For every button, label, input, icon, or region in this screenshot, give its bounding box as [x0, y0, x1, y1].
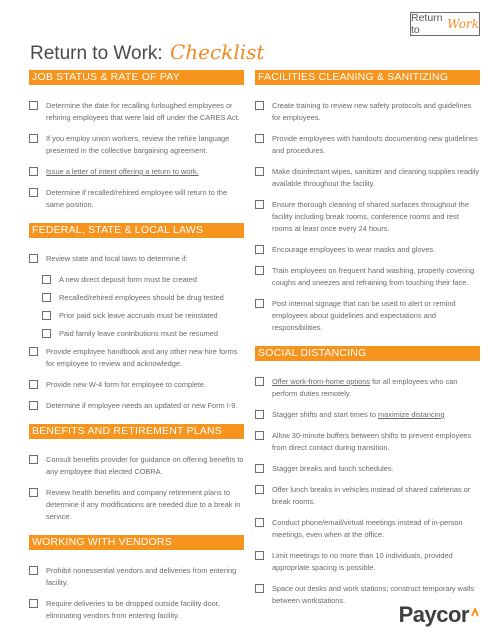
checklist-item	[29, 133, 244, 157]
section-benefits	[29, 424, 244, 523]
checklist-item	[255, 430, 480, 454]
checklist-item	[29, 565, 244, 589]
item-text: Conduct phone/email/virtual meetings instead of in-person meetings, even when at the office.	[272, 518, 463, 539]
checklist-item	[29, 400, 244, 412]
section-vendors	[29, 535, 244, 622]
checklist-item	[255, 550, 480, 574]
item-text: Recalled/rehired employees should be drug tested	[59, 293, 224, 302]
checkbox[interactable]	[255, 134, 264, 143]
checklist-item	[29, 253, 244, 265]
section-header: FEDERAL, STATE & LOCAL LAWS	[29, 223, 244, 238]
item-text: Create training to review new safety protocols and guidelines for employees.	[272, 101, 472, 122]
maximize-distancing-link[interactable]: maximize distancing	[377, 410, 445, 419]
item-text: Post internal signage that can be used to alert or remind employees about guidelines and expectations and responsibilities.	[272, 299, 456, 332]
checkbox[interactable]	[255, 431, 264, 440]
checkbox[interactable]	[255, 584, 264, 593]
item-text: Prohibit nonessential vendors and deliveries from entering facility.	[46, 566, 237, 587]
title-checklist-script: Checklist	[169, 40, 265, 64]
checklist-item	[255, 376, 480, 400]
left-column	[29, 70, 244, 631]
checklist-item	[29, 487, 244, 523]
checkbox[interactable]	[29, 380, 38, 389]
checklist-item	[255, 409, 480, 421]
checkbox[interactable]	[42, 329, 51, 338]
return-to-work-badge	[410, 12, 480, 36]
checkbox[interactable]	[29, 599, 38, 608]
item-text: Review state and local laws to determine if:	[46, 254, 188, 263]
section-job-status	[29, 70, 244, 211]
item-text: A new direct deposit form must be created	[59, 275, 198, 284]
checkbox[interactable]	[255, 551, 264, 560]
item-text: Provide employee handbook and any other new hire forms for employee to review and acknowledge.	[46, 347, 238, 368]
checklist-subitem	[42, 274, 244, 286]
item-text: Consult benefits provider for guidance on offering benefits to any employee that elected COBRA.	[46, 455, 244, 476]
item-text-start: Stagger shifts and start times to	[272, 410, 378, 419]
checklist-item	[29, 166, 244, 178]
item-text	[272, 409, 445, 421]
checkbox[interactable]	[42, 275, 51, 284]
checklist-item	[29, 598, 244, 622]
right-column	[255, 70, 480, 616]
item-text: Review health benefits and company retirement plans to determine if any modifications are needed due to a break in service.	[46, 488, 241, 521]
section-header: WORKING WITH VENDORS	[29, 535, 244, 550]
checkbox[interactable]	[42, 311, 51, 320]
checkbox[interactable]	[255, 377, 264, 386]
logo-mark-icon	[470, 608, 480, 618]
item-text: Make disinfectant wipes, sanitizer and cleaning supplies readily available throughout the facility.	[272, 167, 480, 188]
checkbox[interactable]	[29, 188, 38, 197]
badge-label: Return to	[411, 12, 443, 36]
checklist-item	[255, 199, 480, 235]
item-text	[272, 376, 480, 400]
work-from-home-link[interactable]: Offer work-from-home options	[272, 377, 371, 386]
checklist-item	[255, 133, 480, 157]
checkbox[interactable]	[29, 401, 38, 410]
item-text: Prior paid sick leave accruals must be reinstated	[59, 311, 218, 320]
item-text: Provide employees with handouts documenting new guidelines and procedures.	[272, 134, 478, 155]
checklist-item	[255, 517, 480, 541]
checkbox[interactable]	[255, 167, 264, 176]
section-header: FACILITIES CLEANING & SANITIZING	[255, 70, 480, 85]
logo-wordmark: Paycor	[398, 602, 469, 627]
item-link[interactable]: Issue a letter of intent offering a return to work.	[46, 167, 199, 176]
checklist-subitem	[42, 292, 244, 304]
checkbox[interactable]	[29, 455, 38, 464]
item-text: Ensure thorough cleaning of shared surfaces throughout the facility including break rooms, conference rooms and rest rooms at least once every 24 hours.	[272, 200, 469, 233]
title-main: Return to Work:	[30, 43, 163, 64]
checklist-item	[255, 484, 480, 508]
item-text: Paid family leave contributions must be resumed	[59, 329, 218, 338]
item-text: Train employees on frequent hand washing, properly covering coughs and sneezes and refraining from touching their face.	[272, 266, 475, 287]
checkbox[interactable]	[29, 134, 38, 143]
checklist-subitem	[42, 310, 244, 322]
checkbox[interactable]	[255, 245, 264, 254]
section-header: SOCIAL DISTANCING	[255, 346, 480, 361]
checkbox[interactable]	[255, 410, 264, 419]
item-text: Determine the date for recalling furloughed employees or rehiring employees that were laid off under the CARES Act.	[46, 101, 240, 122]
item-text: Provide new W-4 form for employee to complete.	[46, 380, 207, 389]
checkbox[interactable]	[29, 167, 38, 176]
checklist-item	[29, 187, 244, 211]
checklist-item	[255, 298, 480, 334]
item-text: Stagger breaks and lunch schedules.	[272, 464, 394, 473]
item-text: Space out desks and work stations; construct temporary walls between workstations.	[272, 584, 475, 605]
checkbox[interactable]	[255, 200, 264, 209]
checkbox[interactable]	[42, 293, 51, 302]
checklist-item	[29, 346, 244, 370]
paycor-logo	[399, 602, 480, 628]
checklist-item	[255, 265, 480, 289]
item-text: Encourage employees to wear masks and gloves.	[272, 245, 436, 254]
item-text: Offer lunch breaks in vehicles instead of shared cafeterias or break rooms.	[272, 485, 471, 506]
checkbox[interactable]	[255, 266, 264, 275]
section-federal-laws	[29, 223, 244, 412]
checklist-subitem	[42, 328, 244, 340]
item-text: Require deliveries to be dropped outside facility door, eliminating vendors from entering facility.	[46, 599, 220, 620]
section-facilities	[255, 70, 480, 334]
checkbox[interactable]	[255, 485, 264, 494]
checklist-item	[255, 463, 480, 475]
checkbox[interactable]	[255, 299, 264, 308]
checkbox[interactable]	[29, 488, 38, 497]
checkbox[interactable]	[255, 518, 264, 527]
checkbox[interactable]	[29, 347, 38, 356]
checklist-item	[29, 100, 244, 124]
checkbox[interactable]	[255, 464, 264, 473]
section-header: JOB STATUS & RATE OF PAY	[29, 70, 244, 85]
checklist-item	[29, 379, 244, 391]
checkbox[interactable]	[29, 254, 38, 263]
section-social-distancing	[255, 346, 480, 607]
item-text-rest: for all employees who can perform duties remotely.	[272, 377, 458, 398]
badge-work-script: Work	[447, 17, 479, 31]
item-text: Limit meetings to no more than 10 individuals, provided appropriate spacing is possible.	[272, 551, 453, 572]
checklist-item	[29, 454, 244, 478]
item-text: Determine if employee needs an updated or new Form I-9.	[46, 401, 238, 410]
checkbox[interactable]	[29, 566, 38, 575]
item-text: Allow 30-minute buffers between shifts to prevent employees from direct contact during transition.	[272, 431, 472, 452]
checklist-item	[255, 166, 480, 190]
item-text: If you employ union workers, review the rehire language presented in the collective bargaining agreement.	[46, 134, 230, 155]
checkbox[interactable]	[255, 101, 264, 110]
page-title	[30, 40, 264, 65]
item-text: Determine if recalled/rehired employee will return to the same position.	[46, 188, 228, 209]
checkbox[interactable]	[29, 101, 38, 110]
checklist-item	[255, 244, 480, 256]
section-header: BENEFITS AND RETIREMENT PLANS	[29, 424, 244, 439]
checklist-item	[255, 100, 480, 124]
